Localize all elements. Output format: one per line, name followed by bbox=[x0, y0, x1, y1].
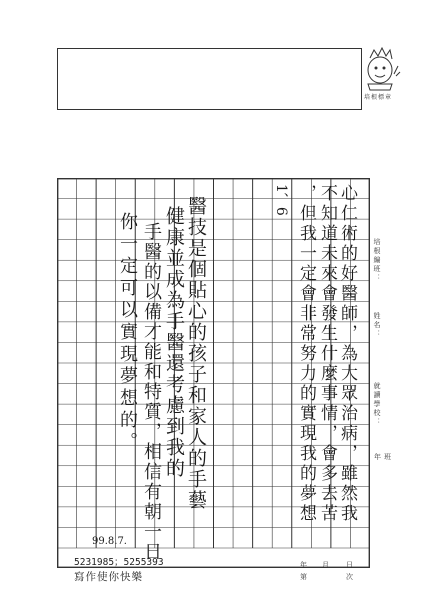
school-label: 就讀學校： bbox=[373, 382, 381, 427]
name-label: 姓名： bbox=[373, 312, 381, 339]
class-num-label: 班 bbox=[384, 453, 391, 461]
essay-column: 醫技是個貼心的孩子和家人的手藝 bbox=[185, 196, 207, 511]
essay-column: ，但我一定會非常努力的實現我的夢想 bbox=[296, 184, 316, 524]
essay-column: 你一定可以實現夢想的。 bbox=[117, 212, 138, 454]
essay-column: 心仁術的好醫師，為大眾治病，雖然我 bbox=[337, 184, 357, 524]
class-label: 培根編班： bbox=[373, 238, 381, 283]
times-label: 次 bbox=[346, 573, 353, 581]
essay-column: 健康並成為手醫還考慮到我的 bbox=[163, 206, 185, 479]
teacher-date: 99.8.7. bbox=[92, 536, 127, 547]
no-label: 第 bbox=[300, 573, 307, 581]
essay-column: 手醫的以備才能和特質，相信有朝一日 bbox=[141, 222, 162, 562]
year-label: 年 bbox=[300, 561, 307, 569]
day-label: 日 bbox=[346, 561, 353, 569]
essay-column: 1、6 bbox=[273, 184, 289, 216]
essay-column: 不知道未來會發生什麼事情，會多去苦 bbox=[317, 184, 337, 524]
grade-label: 年 bbox=[374, 453, 381, 461]
stamp-label: 培根標章 bbox=[364, 94, 393, 101]
month-label: 月 bbox=[322, 561, 329, 569]
comment-box bbox=[57, 48, 362, 110]
slogan: 寫作使你快樂 bbox=[74, 571, 143, 583]
phone-number: 5231985；5255393 bbox=[74, 557, 164, 568]
